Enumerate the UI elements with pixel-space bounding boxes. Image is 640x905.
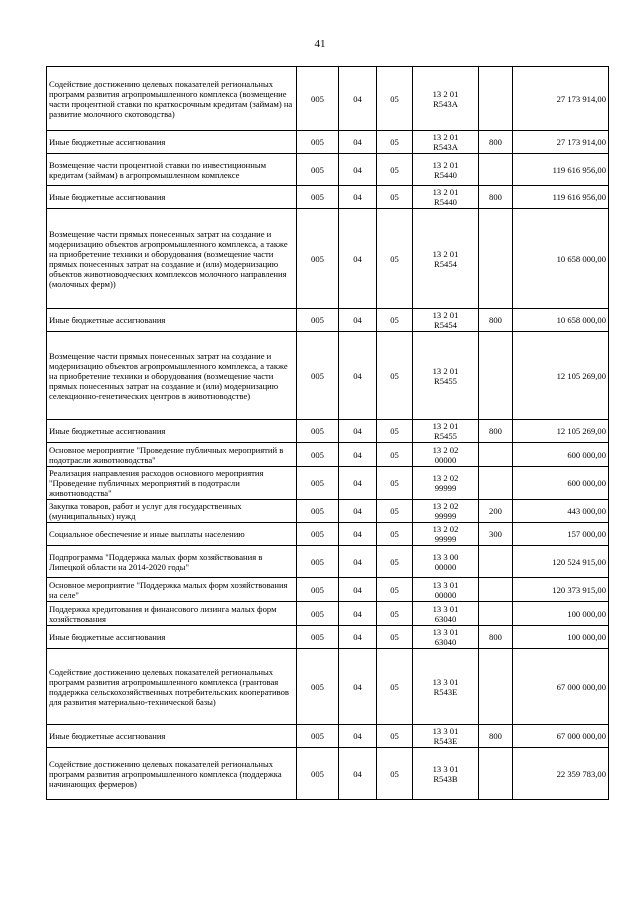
target-code-line2: R5440 (434, 169, 457, 180)
table-row (47, 602, 609, 626)
row-subsection-cell: 05 (377, 131, 413, 154)
row-ministry-cell: 005 (297, 209, 339, 309)
row-name-cell: Содействие достижению целевых показателей региональных программ развития агропромышленного комплекса (поддержка начинающих фермеров) (47, 748, 297, 800)
row-subsection-cell: 05 (377, 626, 413, 649)
row-subsection-cell: 05 (377, 420, 413, 443)
row-section-cell: 04 (339, 546, 377, 578)
row-expense-type-cell (479, 602, 513, 626)
row-expense-type-cell: 800 (479, 626, 513, 649)
target-code-line2: R5455 (434, 375, 457, 386)
row-section-cell: 04 (339, 443, 377, 467)
row-subsection-cell: 05 (377, 186, 413, 209)
row-subsection-cell: 05 (377, 748, 413, 800)
table-row (47, 500, 609, 523)
table-row (47, 649, 609, 725)
row-name-cell: Иные бюджетные ассигнования (47, 309, 297, 332)
row-amount-cell: 120 524 915,00 (513, 546, 609, 578)
row-name-cell: Иные бюджетные ассигнования (47, 626, 297, 649)
row-expense-type-cell: 800 (479, 725, 513, 748)
row-amount-cell: 157 000,00 (513, 523, 609, 546)
target-code-line2: 63040 (434, 613, 457, 624)
row-ministry-cell: 005 (297, 602, 339, 626)
row-ministry-cell: 005 (297, 546, 339, 578)
row-amount-cell: 67 000 000,00 (513, 649, 609, 725)
row-ministry-cell: 005 (297, 649, 339, 725)
page-number: 41 (314, 38, 326, 50)
row-target-code-cell (413, 443, 479, 467)
row-name-cell: Возмещение части прямых понесенных затрат на создание и модернизацию объектов агропромышленного комплекса, а также на приобретение техники и оборудования (возмещение части прямых понесенных затрат на создание и (или) модернизацию объектов животноводческих комплексов молочного направления (молочных ферм)) (47, 209, 297, 309)
row-amount-cell: 27 173 914,00 (513, 67, 609, 131)
row-subsection-cell: 05 (377, 649, 413, 725)
target-code-line1: 13 2 01 (432, 310, 459, 320)
target-code-line2: R5454 (434, 258, 457, 269)
row-ministry-cell: 005 (297, 467, 339, 500)
table-row (47, 626, 609, 649)
row-target-code-cell (413, 186, 479, 209)
row-section-cell: 04 (339, 500, 377, 523)
table-row (47, 546, 609, 578)
row-name-cell: Иные бюджетные ассигнования (47, 131, 297, 154)
row-amount-cell: 67 000 000,00 (513, 725, 609, 748)
target-code-line2: 00000 (434, 589, 457, 600)
row-section-cell: 04 (339, 649, 377, 725)
row-target-code-cell (413, 209, 479, 309)
target-code-line2: R543B (433, 773, 458, 784)
row-ministry-cell: 005 (297, 725, 339, 748)
table-row (47, 67, 609, 131)
table-row (47, 420, 609, 443)
row-amount-cell: 12 105 269,00 (513, 420, 609, 443)
row-expense-type-cell (479, 578, 513, 602)
target-code-line2: 99999 (434, 483, 457, 493)
row-subsection-cell: 05 (377, 500, 413, 523)
budget-table-body (47, 67, 609, 800)
row-target-code-cell (413, 131, 479, 154)
row-amount-cell: 27 173 914,00 (513, 131, 609, 154)
target-code-line1: 13 3 01 (432, 627, 459, 637)
row-expense-type-cell (479, 443, 513, 467)
row-target-code-cell (413, 154, 479, 186)
row-expense-type-cell: 200 (479, 500, 513, 523)
target-code-line2: 99999 (434, 511, 457, 521)
target-code-line1: 13 3 01 (432, 579, 459, 590)
row-expense-type-cell (479, 649, 513, 725)
row-ministry-cell: 005 (297, 443, 339, 467)
row-target-code-cell (413, 523, 479, 546)
row-target-code-cell (413, 467, 479, 500)
target-code-line2: 63040 (434, 637, 457, 647)
table-row (47, 209, 609, 309)
target-code-line1: 13 3 01 (432, 603, 459, 614)
table-row (47, 467, 609, 500)
table-row (47, 443, 609, 467)
row-name-cell: Возмещение части прямых понесенных затрат на создание и модернизацию объектов агропромышленного комплекса, а также на приобретение техники и оборудования (возмещение части прямых понесенных затрат на создание и (или) модернизацию селекционно-генетических центров в животноводстве) (47, 332, 297, 420)
row-target-code-cell (413, 309, 479, 332)
row-name-cell: Иные бюджетные ассигнования (47, 420, 297, 443)
row-amount-cell: 10 658 000,00 (513, 309, 609, 332)
row-ministry-cell: 005 (297, 578, 339, 602)
row-ministry-cell: 005 (297, 131, 339, 154)
row-ministry-cell: 005 (297, 500, 339, 523)
target-code-line1: 13 2 01 (432, 132, 459, 142)
target-code-line1: 13 2 01 (432, 159, 459, 170)
row-section-cell: 04 (339, 131, 377, 154)
target-code-line2: 99999 (434, 534, 457, 544)
row-ministry-cell: 005 (297, 420, 339, 443)
row-ministry-cell: 005 (297, 67, 339, 131)
row-target-code-cell (413, 500, 479, 523)
target-code-line2: 00000 (434, 561, 457, 572)
row-name-cell: Поддержка кредитования и финансового лизинга малых форм хозяйствования (47, 602, 297, 626)
row-target-code-cell (413, 649, 479, 725)
row-target-code-cell (413, 420, 479, 443)
row-amount-cell: 600 000,00 (513, 467, 609, 500)
row-expense-type-cell (479, 209, 513, 309)
target-code-line2: R543A (433, 142, 458, 152)
row-ministry-cell: 005 (297, 626, 339, 649)
row-target-code-cell (413, 626, 479, 649)
row-subsection-cell: 05 (377, 467, 413, 500)
target-code-line1: 13 3 01 (432, 676, 459, 687)
target-code-line1: 13 2 01 (432, 248, 459, 259)
row-expense-type-cell: 800 (479, 131, 513, 154)
row-subsection-cell: 05 (377, 209, 413, 309)
row-section-cell: 04 (339, 467, 377, 500)
target-code-line1: 13 2 01 (432, 187, 459, 197)
row-name-cell: Подпрограмма "Поддержка малых форм хозяйствования в Липецкой области на 2014-2020 годы" (47, 546, 297, 578)
row-subsection-cell: 05 (377, 602, 413, 626)
row-section-cell: 04 (339, 154, 377, 186)
row-target-code-cell (413, 578, 479, 602)
row-subsection-cell: 05 (377, 578, 413, 602)
row-subsection-cell: 05 (377, 725, 413, 748)
row-section-cell: 04 (339, 420, 377, 443)
row-expense-type-cell (479, 67, 513, 131)
row-subsection-cell: 05 (377, 154, 413, 186)
budget-table (46, 66, 609, 800)
target-code-line2: R5455 (434, 431, 457, 441)
row-amount-cell: 100 000,00 (513, 602, 609, 626)
table-row (47, 154, 609, 186)
row-expense-type-cell (479, 332, 513, 420)
row-target-code-cell (413, 725, 479, 748)
row-ministry-cell: 005 (297, 309, 339, 332)
row-expense-type-cell (479, 154, 513, 186)
row-ministry-cell: 005 (297, 748, 339, 800)
table-row (47, 332, 609, 420)
row-section-cell: 04 (339, 186, 377, 209)
row-expense-type-cell: 800 (479, 420, 513, 443)
target-code-line2: R543E (433, 686, 458, 697)
row-section-cell: 04 (339, 725, 377, 748)
row-target-code-cell (413, 602, 479, 626)
row-name-cell: Иные бюджетные ассигнования (47, 725, 297, 748)
table-row (47, 131, 609, 154)
table-row (47, 186, 609, 209)
row-section-cell: 04 (339, 309, 377, 332)
table-row (47, 309, 609, 332)
target-code-line1: 13 3 00 (432, 551, 459, 562)
row-name-cell: Содействие достижению целевых показателей региональных программ развития агропромышленного комплекса (грантовая поддержка сельскохозяйственных потребительских кооперативов для развития материально-технической базы) (47, 649, 297, 725)
table-row (47, 578, 609, 602)
table-row (47, 523, 609, 546)
row-section-cell: 04 (339, 209, 377, 309)
row-name-cell: Социальное обеспечение и иные выплаты населению (47, 523, 297, 546)
row-expense-type-cell: 800 (479, 309, 513, 332)
row-target-code-cell (413, 67, 479, 131)
row-subsection-cell: 05 (377, 443, 413, 467)
target-code-line2: 00000 (434, 454, 457, 465)
target-code-line1: 13 2 01 (432, 421, 459, 431)
row-section-cell: 04 (339, 626, 377, 649)
row-name-cell: Возмещение части процентной ставки по инвестиционным кредитам (займам) в агропромышленном комплексе (47, 154, 297, 186)
target-code-line2: R543A (433, 98, 458, 109)
row-name-cell: Содействие достижению целевых показателей региональных программ развития агропромышленного комплекса (возмещение части процентной ставки по краткосрочным кредитам (займам) на развитие молочного скотоводства) (47, 67, 297, 131)
row-section-cell: 04 (339, 748, 377, 800)
row-name-cell: Основное мероприятие "Поддержка малых форм хозяйствования на селе" (47, 578, 297, 602)
row-ministry-cell: 005 (297, 154, 339, 186)
target-code-line1: 13 3 01 (432, 763, 459, 774)
row-expense-type-cell (479, 546, 513, 578)
row-name-cell: Иные бюджетные ассигнования (47, 186, 297, 209)
row-amount-cell: 12 105 269,00 (513, 332, 609, 420)
row-expense-type-cell (479, 748, 513, 800)
target-code-line1: 13 2 02 (432, 473, 459, 483)
target-code-line1: 13 3 01 (432, 726, 459, 736)
row-expense-type-cell (479, 467, 513, 500)
target-code-line1: 13 2 02 (432, 501, 459, 511)
row-target-code-cell (413, 546, 479, 578)
row-target-code-cell (413, 332, 479, 420)
row-subsection-cell: 05 (377, 332, 413, 420)
row-subsection-cell: 05 (377, 67, 413, 131)
row-ministry-cell: 005 (297, 523, 339, 546)
row-subsection-cell: 05 (377, 309, 413, 332)
target-code-line2: R5440 (434, 197, 457, 207)
row-expense-type-cell: 800 (479, 186, 513, 209)
row-amount-cell: 22 359 783,00 (513, 748, 609, 800)
row-subsection-cell: 05 (377, 546, 413, 578)
row-subsection-cell: 05 (377, 523, 413, 546)
table-row (47, 725, 609, 748)
row-section-cell: 04 (339, 67, 377, 131)
row-amount-cell: 443 000,00 (513, 500, 609, 523)
target-code-line1: 13 2 01 (432, 88, 459, 99)
row-amount-cell: 600 000,00 (513, 443, 609, 467)
row-amount-cell: 119 616 956,00 (513, 154, 609, 186)
row-amount-cell: 120 373 915,00 (513, 578, 609, 602)
table-row (47, 748, 609, 800)
row-section-cell: 04 (339, 578, 377, 602)
row-amount-cell: 10 658 000,00 (513, 209, 609, 309)
row-ministry-cell: 005 (297, 186, 339, 209)
row-ministry-cell: 005 (297, 332, 339, 420)
row-name-cell: Основное мероприятие "Проведение публичных мероприятий в подотрасли животноводства" (47, 443, 297, 467)
target-code-line1: 13 2 02 (432, 444, 459, 455)
row-expense-type-cell: 300 (479, 523, 513, 546)
target-code-line1: 13 2 01 (432, 365, 459, 376)
row-amount-cell: 119 616 956,00 (513, 186, 609, 209)
target-code-line2: R543E (433, 736, 458, 746)
row-section-cell: 04 (339, 602, 377, 626)
row-name-cell: Закупка товаров, работ и услуг для государственных (муниципальных) нужд (47, 500, 297, 523)
row-amount-cell: 100 000,00 (513, 626, 609, 649)
target-code-line2: R5454 (434, 320, 457, 330)
row-name-cell: Реализация направления расходов основного мероприятия "Проведение публичных мероприятий в подотрасли животноводства" (47, 467, 297, 500)
row-target-code-cell (413, 748, 479, 800)
row-section-cell: 04 (339, 523, 377, 546)
target-code-line1: 13 2 02 (432, 524, 459, 534)
row-section-cell: 04 (339, 332, 377, 420)
